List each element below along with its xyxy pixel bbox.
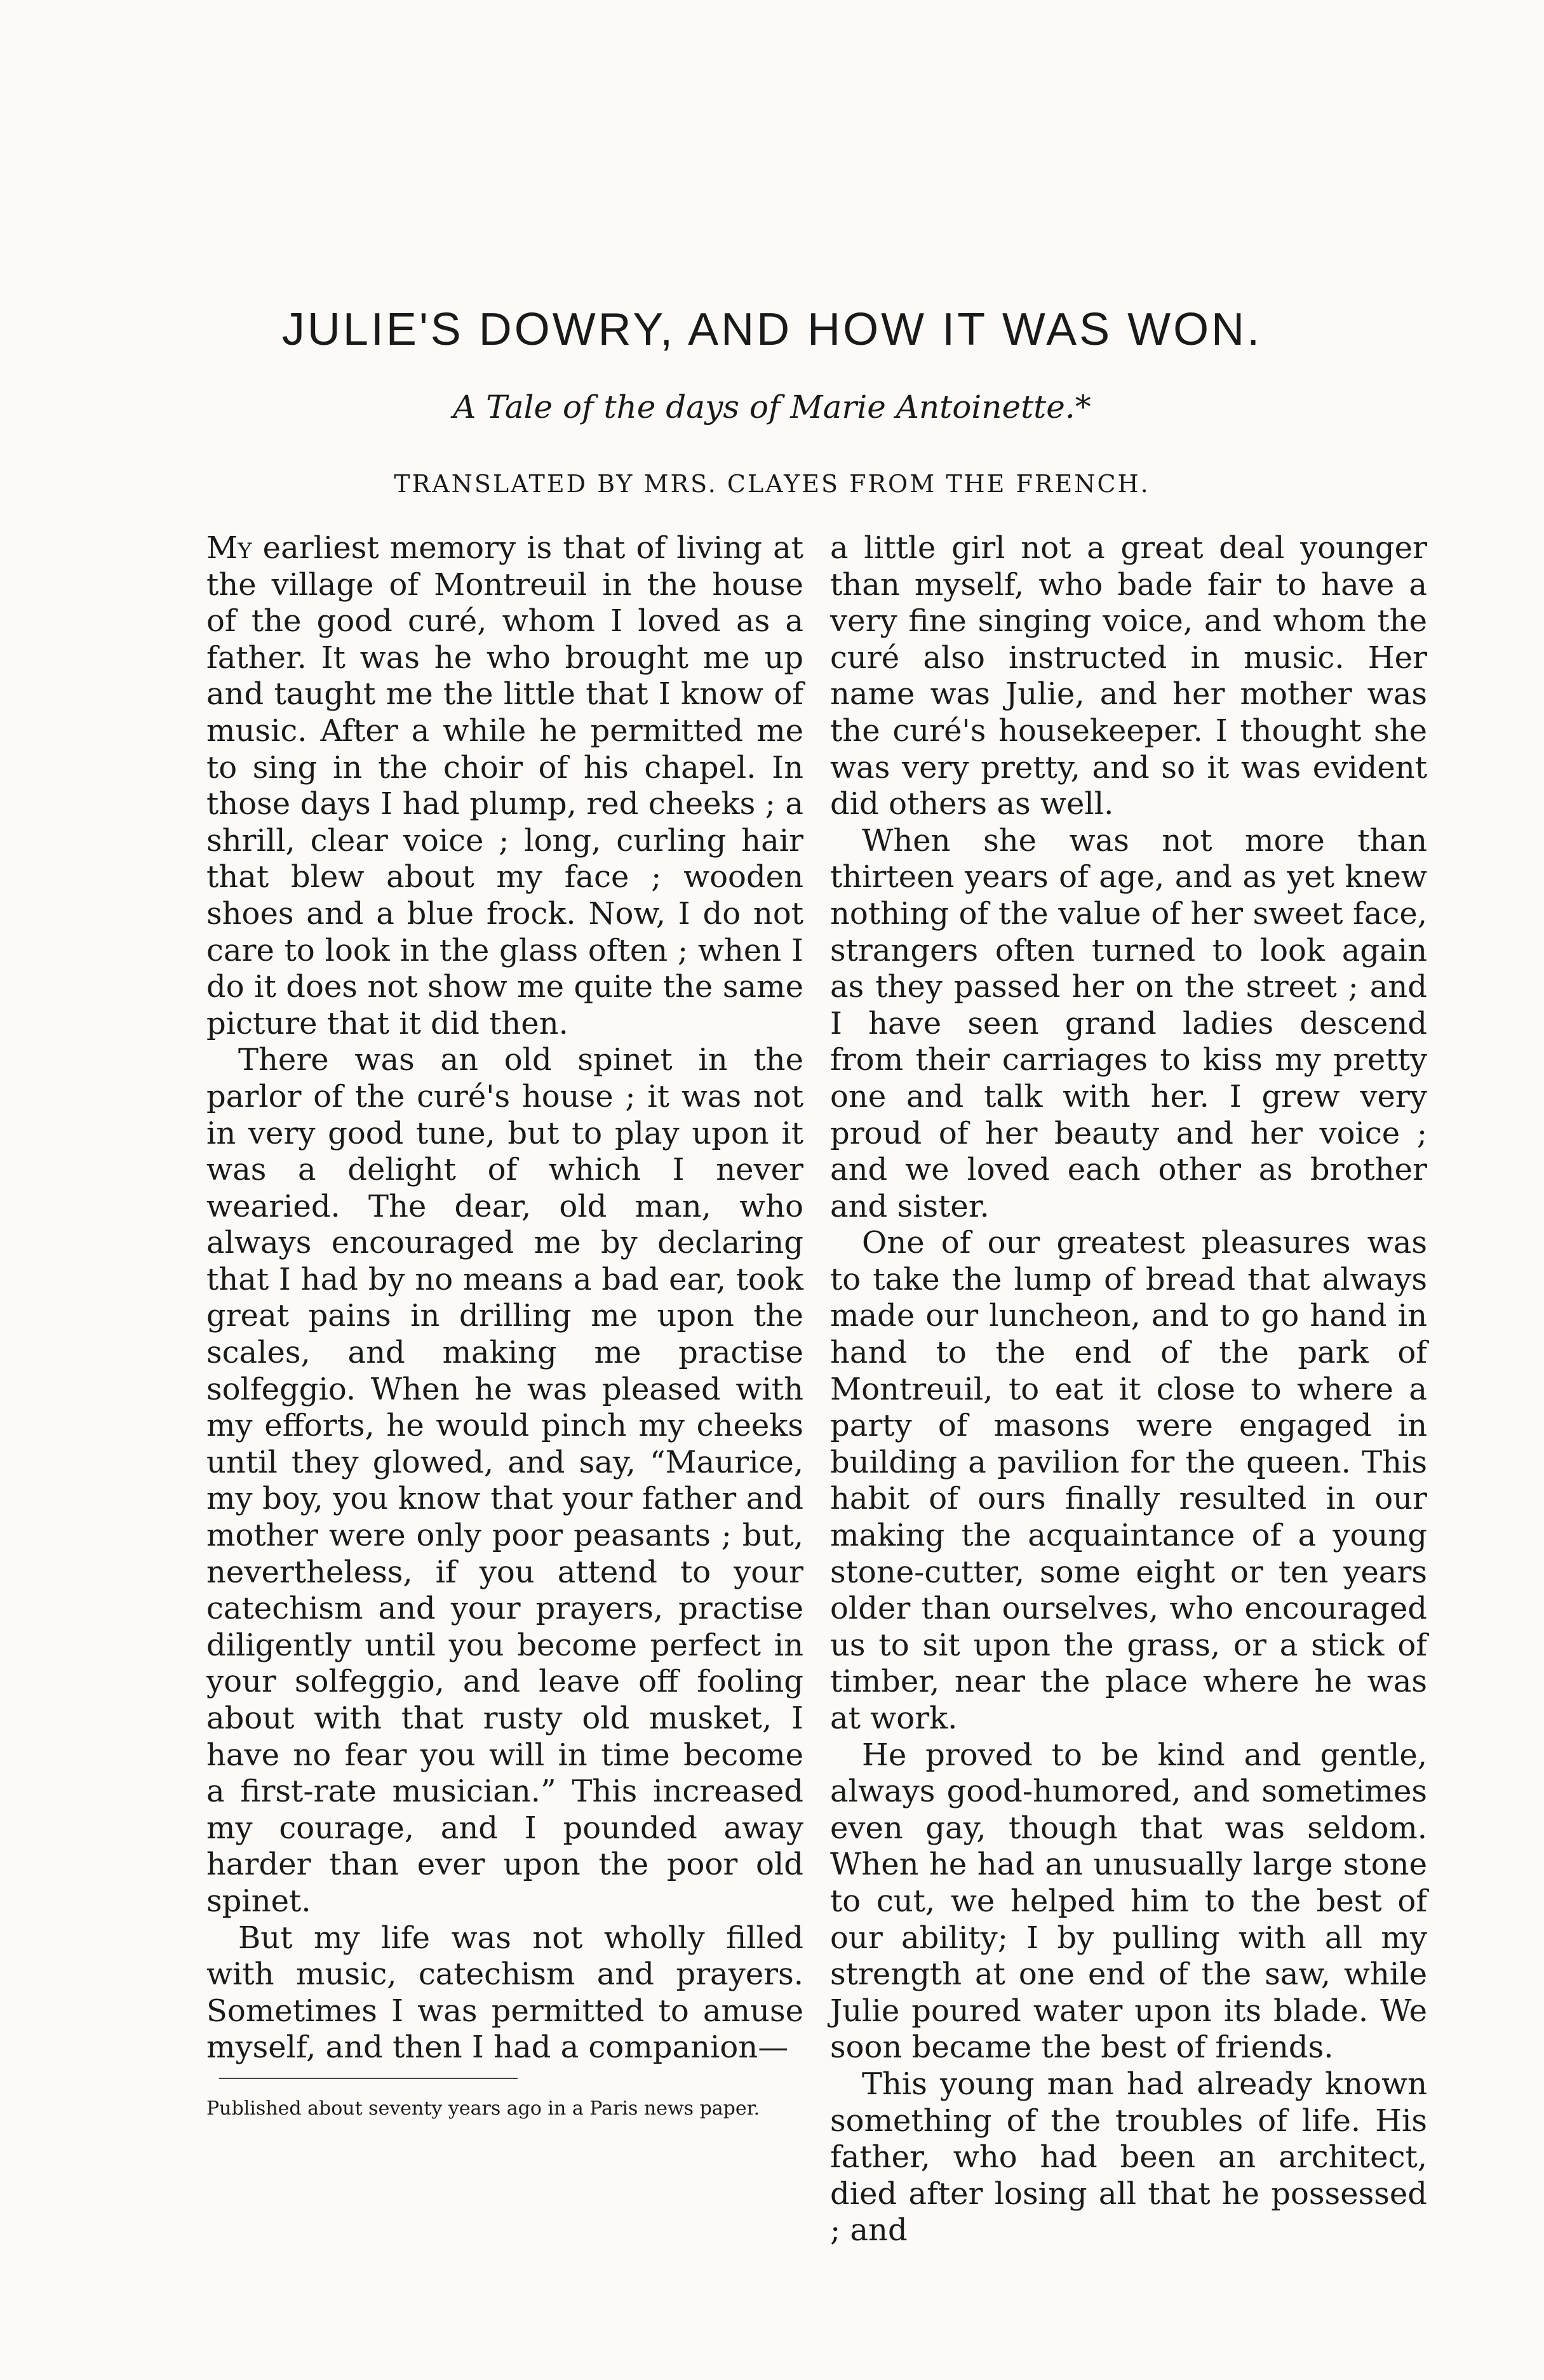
paragraph xyxy=(206,530,803,1042)
article-title: JULIE'S DOWRY, AND HOW IT WAS WON. xyxy=(281,304,1263,355)
right-column xyxy=(830,530,1427,2249)
article-subtitle: A Tale of the days of Marie Antoinette.* xyxy=(453,389,1091,425)
paragraph: When she was not more than thirteen years of age, and as yet knew nothing of the value of her sweet face, strangers often turned to look again as they passed her on the street ; and I have seen grand ladies descend from their carriages to kiss my pretty one and talk with her. I grew very proud of her beauty and her voice ; and we loved each other as brother and sister. xyxy=(830,822,1427,1224)
left-column xyxy=(206,530,803,2066)
paragraph: One of our greatest pleasures was to take the lump of bread that always made our luncheon, and to go hand in hand to the end of the park of Montreuil, to eat it close to where a party of masons were engaged in building a pavilion for the queen. This habit of ours finally resulted in our making the acquaintance of a young stone-cutter, some eight or ten years older than ourselves, who encouraged us to sit upon the grass, or a stick of timber, near the place where he was at work. xyxy=(830,1225,1427,1736)
footnote: Published about seventy years ago in a Paris news paper. xyxy=(206,2097,760,2120)
translator-credit: TRANSLATED BY MRS. CLAYES FROM THE FRENCH. xyxy=(394,470,1150,498)
paragraph: a little girl not a great deal younger than myself, who bade fair to have a very fine singing voice, and whom the curé also instructed in music. Her name was Julie, and her mother was the curé's housekeeper. I thought she was very pretty, and so it was evident did others as well. xyxy=(830,530,1427,822)
footnote-divider xyxy=(219,2078,518,2079)
paragraph: He proved to be kind and gentle, always good-humored, and sometimes even gay, though that was seldom. When he had an unusually large stone to cut, we helped him to the best of our ability; I by pulling with all my strength at one end of the saw, while Julie poured water upon its blade. We soon became the best of friends. xyxy=(830,1737,1427,2066)
paragraph: There was an old spinet in the parlor of the curé's house ; it was not in very good tune, but to play upon it was a delight of which I never wearied. The dear, old man, who always encouraged me by declaring that I had by no means a bad ear, took great pains in drilling me upon the scales, and making me practise solfeggio. When he was pleased with my efforts, he would pinch my cheeks until they glowed, and say, “Maurice, my boy, you know that your father and mother were only poor peasants ; but, nevertheless, if you attend to your catechism and your prayers, practise diligently until you become perfect in your solfeggio, and leave off fooling about with that rusty old musket, I have no fear you will in time become a first-rate musician.” This increased my courage, and I pounded away harder than ever upon the poor old spinet. xyxy=(206,1042,803,1919)
paragraph-text: earliest memory is that of living at the village of Montreuil in the house of the good curé, whom I loved as a father. It was he who brought me up and taught me the little that I know of music. After a while he permitted me to sing in the choir of his chapel. In those days I had plump, red cheeks ; a shrill, clear voice ; long, curling hair that blew about my face ; wooden shoes and a blue frock. Now, I do not care to look in the glass often ; when I do it does not show me quite the same picture that it did then. xyxy=(206,530,803,1041)
paragraph: This young man had already known something of the troubles of life. His father, who had been an architect, died after losing all that he possessed ; and xyxy=(830,2066,1427,2249)
lead-word: My xyxy=(206,530,252,566)
paragraph: But my life was not wholly filled with music, catechism and prayers. Sometimes I was permitted to amuse myself, and then I had a companion— xyxy=(206,1920,803,2066)
